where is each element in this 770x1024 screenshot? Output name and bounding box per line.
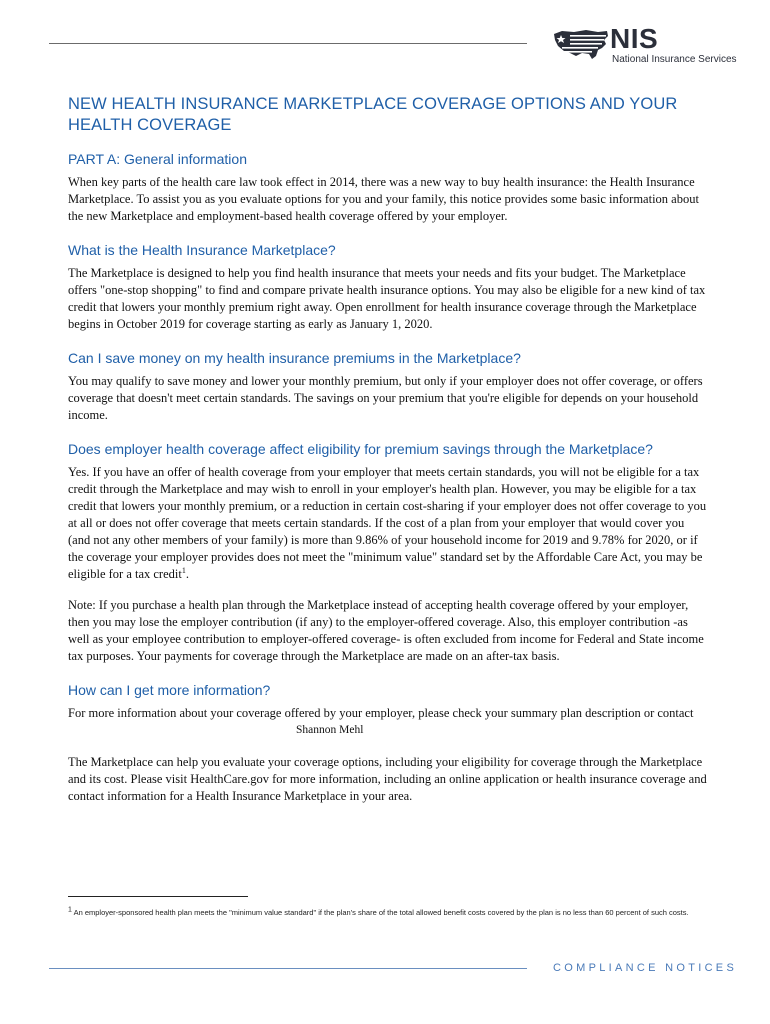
section-heading-employer-coverage: Does employer health coverage affect eligibility for premium savings through the Marketplace? bbox=[68, 441, 653, 457]
sentence-period: . bbox=[185, 567, 189, 581]
paragraph-employer-coverage bbox=[68, 464, 708, 583]
us-map-flag-icon bbox=[552, 26, 610, 62]
footer-divider bbox=[49, 968, 527, 969]
paragraph-marketplace: The Marketplace is designed to help you find health insurance that meets your needs and fits your budget. The Marketplace offers "one-stop shopping" to find and compare private health insurance options. You may also be eligible for a new kind of tax credit that lowers your monthly premium right away. Open enrollment for health insurance coverage through the Marketplace begins in October 2019 for coverage starting as early as January 1, 2020. bbox=[68, 266, 706, 331]
footnote bbox=[68, 905, 708, 920]
logo-subtitle: National Insurance Services bbox=[612, 54, 737, 65]
paragraph-more-info: For more information about your coverage offered by your employer, please check your summary plan description or contact bbox=[68, 706, 694, 720]
paragraph-employer-coverage-text: Yes. If you have an offer of health coverage from your employer that meets certain standards, you will not be eligible for a tax credit through the Marketplace and may wish to enroll in your employer's health plan. However, you may be eligible for a tax credit that lowers your monthly premium, or a reduction in certain cost-sharing if your employer does not offer coverage to you at all or does not offer coverage that meets certain standards. If the cost of a plan from your employer that would cover you (and not any other members of your family) is more than 9.86% of your household income for 2019 and 9.78% for 2020, or if the coverage your employer provides does not meet the "minimum value" standard set by the Affordable Care Act, you may be eligible for a tax credit bbox=[68, 465, 707, 581]
section-heading-part-a: PART A: General information bbox=[68, 151, 247, 167]
contact-row bbox=[68, 722, 708, 740]
paragraph-part-a: When key parts of the health care law took effect in 2014, there was a new way to buy health insurance: the Health Insurance Marketplace. To assist you as you evaluate options for you and your family, this notice provides some basic information about the new Marketplace and employment-based health coverage offered by your employer. bbox=[68, 175, 699, 223]
footer-label: COMPLIANCE NOTICES bbox=[553, 962, 738, 974]
logo-wordmark: NIS bbox=[610, 23, 659, 54]
footnote-divider bbox=[68, 896, 248, 897]
header-divider bbox=[49, 43, 527, 44]
footnote-text: An employer-sponsored health plan meets the "minimum value standard" if the plan's share of the total allowed benefit costs covered by the plan is no less than 60 percent of such costs. bbox=[73, 908, 689, 917]
paragraph-save-money: You may qualify to save money and lower your monthly premium, but only if your employer does not offer coverage, or offers coverage that doesn't meet certain standards. The savings on your premium that you're eligible for depends on your household income. bbox=[68, 374, 703, 422]
section-heading-more-info: How can I get more information? bbox=[68, 682, 271, 698]
document-body bbox=[68, 94, 708, 805]
footnote-reference: 1 bbox=[181, 565, 186, 575]
section-heading-save-money: Can I save money on my health insurance premiums in the Marketplace? bbox=[68, 350, 521, 366]
paragraph-marketplace-help: The Marketplace can help you evaluate your coverage options, including your eligibility for coverage through the Marketplace and its cost. Please visit HealthCare.gov for more information, including an online application or health insurance coverage and contact information for a Health Insurance Marketplace in your area. bbox=[68, 755, 707, 803]
section-heading-marketplace: What is the Health Insurance Marketplace? bbox=[68, 242, 336, 258]
paragraph-note: Note: If you purchase a health plan through the Marketplace instead of accepting health coverage offered by your employer, then you may lose the employer contribution (if any) to the employer-offered coverage. Also, this employer contribution -as well as your employee contribution to employer-offered coverage- is often excluded from income for Federal and State income tax purposes. Your payments for coverage through the Marketplace are made on an after-tax basis. bbox=[68, 598, 704, 663]
page-title: NEW HEALTH INSURANCE MARKETPLACE COVERAGE OPTIONS AND YOUR HEALTH COVERAGE bbox=[68, 95, 678, 134]
contact-name: Shannon Mehl bbox=[296, 724, 364, 736]
footnote-marker: 1 bbox=[68, 906, 72, 914]
nis-logo bbox=[552, 24, 742, 70]
